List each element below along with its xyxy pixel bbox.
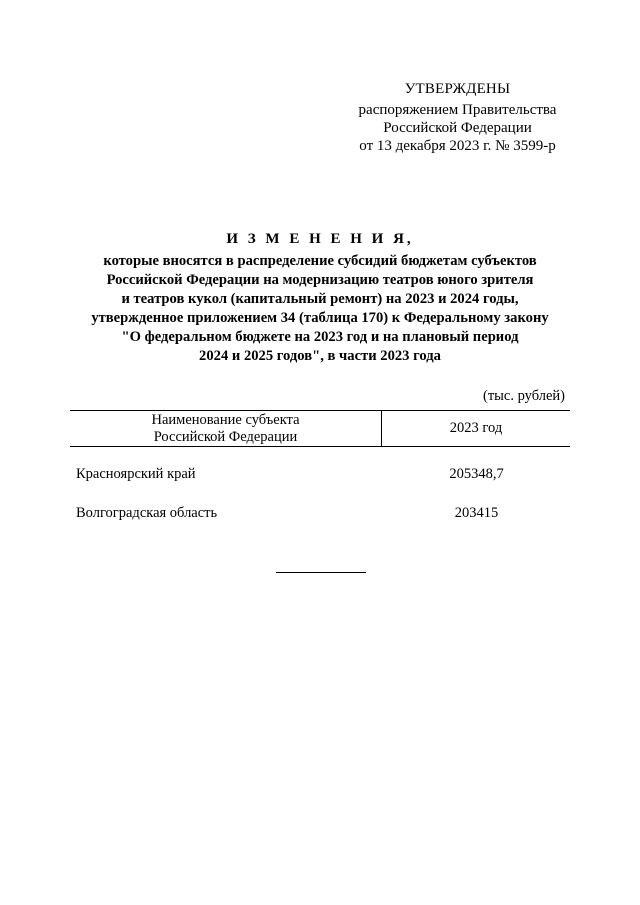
end-divider [276, 572, 366, 573]
approval-stamp [340, 80, 575, 155]
approval-heading: УТВЕРЖДЕНЫ [404, 81, 511, 97]
row-amount: 203415 [454, 505, 499, 521]
row-subject-name: Волгоградская область [76, 505, 218, 521]
subtitle-line: и театров кукол (капитальный ремонт) на 2023 и 2024 годы, [121, 291, 519, 307]
document-title-block [70, 228, 570, 366]
approval-line: распоряжением Правительства [358, 102, 557, 118]
document-title: И З М Е Н Е Н И Я, [226, 231, 414, 247]
table-header [70, 410, 570, 447]
approval-line: от 13 декабря 2023 г. № 3599-р [359, 138, 556, 154]
row-amount: 205348,7 [449, 466, 504, 482]
header-year: 2023 год [449, 420, 503, 436]
header-subject-line: Наименование субъекта [151, 412, 300, 428]
document-subtitle [70, 252, 570, 366]
approval-line: Российской Федерации [383, 120, 532, 136]
subtitle-line: которые вносятся в распределение субсидий бюджетам субъектов [103, 253, 537, 269]
subtitle-line: утвержденное приложением 34 (таблица 170) к Федеральному закону [91, 310, 549, 326]
subtitle-line: Российской Федерации на модернизацию театров юного зрителя [106, 272, 534, 288]
table-row [70, 465, 570, 484]
subtitle-line: 2024 и 2025 годов", в части 2023 года [199, 348, 441, 364]
table-row [70, 504, 570, 523]
subtitle-line: "О федеральном бюджете на 2023 год и на плановый период [121, 329, 519, 345]
row-subject-name: Красноярский край [76, 466, 196, 482]
subsidy-table [70, 410, 570, 523]
units-label: (тыс. рублей) [483, 388, 565, 404]
header-subject-name [70, 411, 382, 446]
header-subject-line: Российской Федерации [153, 429, 298, 445]
